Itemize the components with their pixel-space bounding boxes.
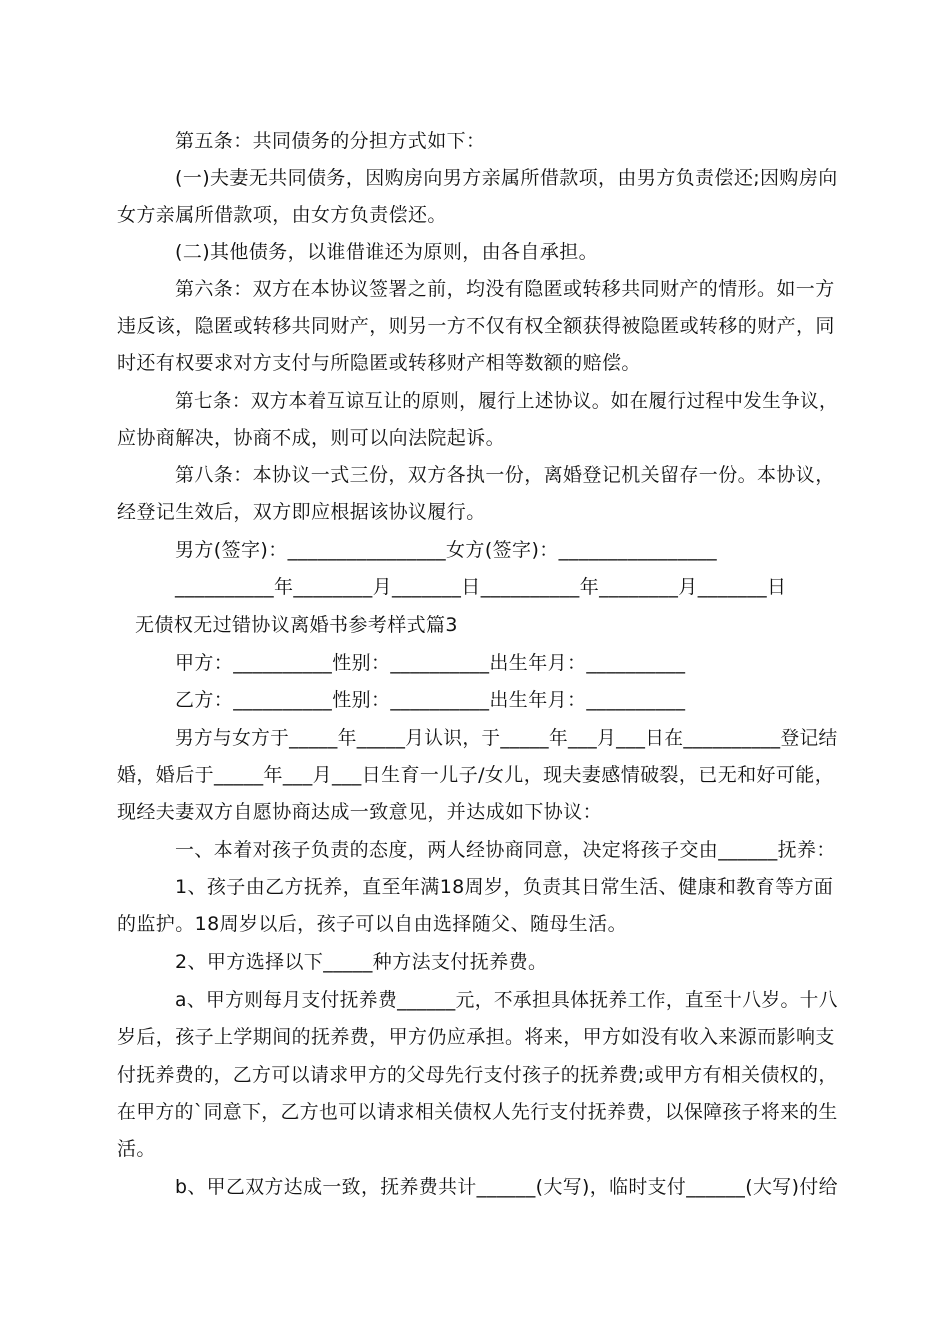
- intro-line-3: 现经夫妻双方自愿协商达成一致意见，并达成如下协议：: [117, 801, 603, 823]
- custody-clause: 一、本着对孩子负责的态度，两人经协商同意，决定将孩子交由______抚养：: [175, 839, 836, 861]
- option-b-line-1: b、甲乙双方达成一致，抚养费共计______(大写)，临时支付______(大写)付给: [175, 1176, 838, 1198]
- party-b-info: 乙方：__________性别：__________出生年月：__________: [175, 689, 686, 711]
- article-7-line-1: 第七条：双方本着互谅互让的原则，履行上述协议。如在履行过程中发生争议，: [175, 390, 838, 412]
- article-6-line-3: 时还有权要求对方支付与所隐匿或转移财产相等数额的赔偿。: [117, 352, 641, 374]
- section-title: 无债权无过错协议离婚书参考样式篇3: [135, 614, 458, 636]
- option-a-line-1: a、甲方则每月支付抚养费______元，不承担具体抚养工作，直至十八岁。十八: [175, 989, 838, 1011]
- article-6-line-1: 第六条：双方在本协议签署之前，均没有隐匿或转移共同财产的情形。如一方: [175, 278, 835, 300]
- custody-item-1-line-1: 1、孩子由乙方抚养，直至年满18周岁，负责其日常生活、健康和教育等方面: [175, 876, 834, 898]
- article-5-clause-1-line-2: 女方亲属所借款项，由女方负责偿还。: [117, 204, 447, 226]
- intro-line-2: 婚，婚后于_____年___月___日生育一儿子/女儿，现夫妻感情破裂，已无和好可能，: [117, 764, 835, 786]
- option-a-line-4: 在甲方的`同意下，乙方也可以请求相关债权人先行支付抚养费，以保障孩子将来的生: [117, 1101, 838, 1123]
- article-5-clause-2: (二)其他债务，以谁借谁还为原则，由各自承担。: [175, 241, 599, 263]
- article-8-line-1: 第八条：本协议一式三份，双方各执一份，离婚登记机关留存一份。本协议，: [175, 464, 835, 486]
- custody-item-2: 2、甲方选择以下_____种方法支付抚养费。: [175, 951, 548, 973]
- option-a-line-2: 岁后，孩子上学期间的抚养费，甲方仍应承担。将来，甲方如没有收入来源而影响支: [117, 1026, 835, 1048]
- article-7-line-2: 应协商解决，协商不成，则可以向法院起诉。: [117, 427, 506, 449]
- date-line: __________年________月_______日__________年________月_______日: [175, 576, 787, 598]
- option-a-line-5: 活。: [117, 1138, 156, 1160]
- intro-line-1: 男方与女方于_____年_____月认识，于_____年___月___日在__________登记结: [175, 727, 838, 749]
- party-a-info: 甲方：__________性别：__________出生年月：__________: [175, 652, 686, 674]
- custody-item-1-line-2: 的监护。18周岁以后，孩子可以自由选择随父、随母生活。: [117, 913, 627, 935]
- article-8-line-2: 经登记生效后，双方即应根据该协议履行。: [117, 501, 486, 523]
- article-5-heading: 第五条：共同债务的分担方式如下：: [175, 130, 486, 152]
- option-a-line-3: 付抚养费的，乙方可以请求甲方的父母先行支付孩子的抚养费;或甲方有相关债权的，: [117, 1064, 838, 1086]
- signature-line: 男方(签字)：________________女方(签字)：________________: [175, 539, 718, 561]
- article-5-clause-1-line-1: (一)夫妻无共同债务，因购房向男方亲属所借款项，由男方负责偿还;因购房向: [175, 167, 838, 189]
- article-6-line-2: 违反该，隐匿或转移共同财产，则另一方不仅有权全额获得被隐匿或转移的财产，同: [117, 315, 835, 337]
